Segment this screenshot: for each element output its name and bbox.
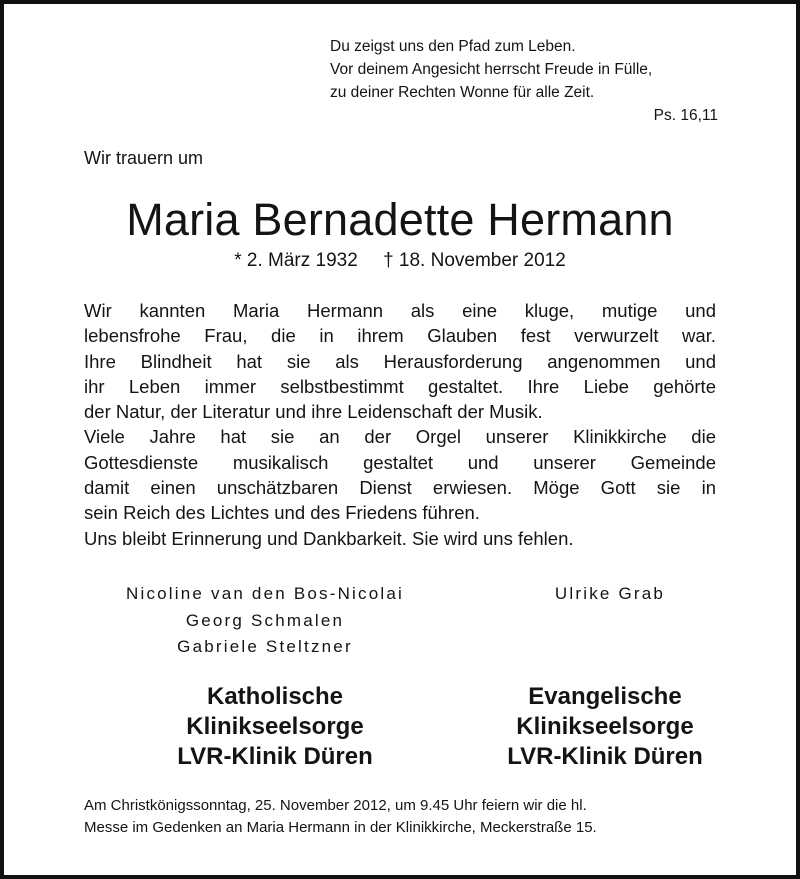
- birth-date: * 2. März 1932: [234, 250, 358, 271]
- quote-line: zu deiner Rechten Wonne für alle Zeit.: [330, 84, 595, 101]
- tribute-text: [84, 298, 716, 551]
- announcement-line: Am Christkönigssonntag, 25. November 2012, um 9.45 Uhr feiern wir die hl.: [84, 797, 587, 814]
- signer-name: Nicoline van den Bos-Nicolai: [126, 584, 404, 603]
- quote-reference: Ps. 16,11: [653, 107, 718, 124]
- signer-name: Gabriele Steltzner: [177, 637, 353, 656]
- organization-line: LVR-Klinik Düren: [507, 743, 703, 770]
- tribute-line: Gottesdienste musikalisch gestaltet und unserer Gemeinde: [84, 451, 716, 473]
- tribute-line: Viele Jahre hat sie an der Orgel unserer Klinikkirche die: [84, 426, 716, 448]
- announcement-line: Messe im Gedenken an Maria Hermann in der Klinikkirche, Meckerstraße 15.: [84, 819, 597, 836]
- quote-line: Vor deinem Angesicht herrscht Freude in Fülle,: [330, 61, 653, 78]
- scripture-quote: [330, 35, 718, 127]
- organization-line: Katholische: [206, 683, 344, 710]
- quote-line: Du zeigst uns den Pfad zum Leben.: [330, 38, 576, 55]
- organization-protestant: [440, 682, 770, 772]
- service-announcement: [84, 795, 724, 839]
- tribute-line: ihr Leben immer selbstbestimmt gestaltet. Ihre Liebe gehörte: [84, 375, 716, 397]
- tribute-line: lebensfrohe Frau, die in ihrem Glauben fest verwurzelt war.: [84, 325, 716, 347]
- organization-line: LVR-Klinik Düren: [177, 743, 373, 770]
- signers-protestant: [500, 581, 720, 608]
- deceased-name: Maria Bernadette Hermann: [126, 194, 674, 245]
- tribute-line: damit einen unschätzbaren Dienst erwiesen. Möge Gott sie in: [84, 477, 716, 499]
- death-date: † 18. November 2012: [383, 250, 566, 271]
- tribute-line: sein Reich des Lichtes und des Friedens führen.: [84, 502, 480, 524]
- mourning-intro: Wir trauern um: [84, 148, 204, 168]
- signer-name: Georg Schmalen: [185, 610, 345, 630]
- organization-line: Evangelische: [528, 683, 682, 710]
- organization-catholic: [110, 682, 440, 772]
- organization-line: Klinikseelsorge: [186, 713, 364, 740]
- tribute-line: Ihre Blindheit hat sie als Herausforderung angenommen und: [84, 350, 716, 372]
- tribute-line: Wir kannten Maria Hermann als eine kluge, mutige und: [84, 300, 716, 321]
- organization-line: Klinikseelsorge: [516, 713, 694, 740]
- life-dates: [0, 250, 800, 272]
- signers-catholic: [84, 581, 446, 661]
- tribute-line: der Natur, der Literatur und ihre Leidenschaft der Musik.: [84, 401, 543, 423]
- tribute-line: Uns bleibt Erinnerung und Dankbarkeit. Sie wird uns fehlen.: [84, 527, 574, 549]
- signer-name: Ulrike Grab: [554, 584, 666, 603]
